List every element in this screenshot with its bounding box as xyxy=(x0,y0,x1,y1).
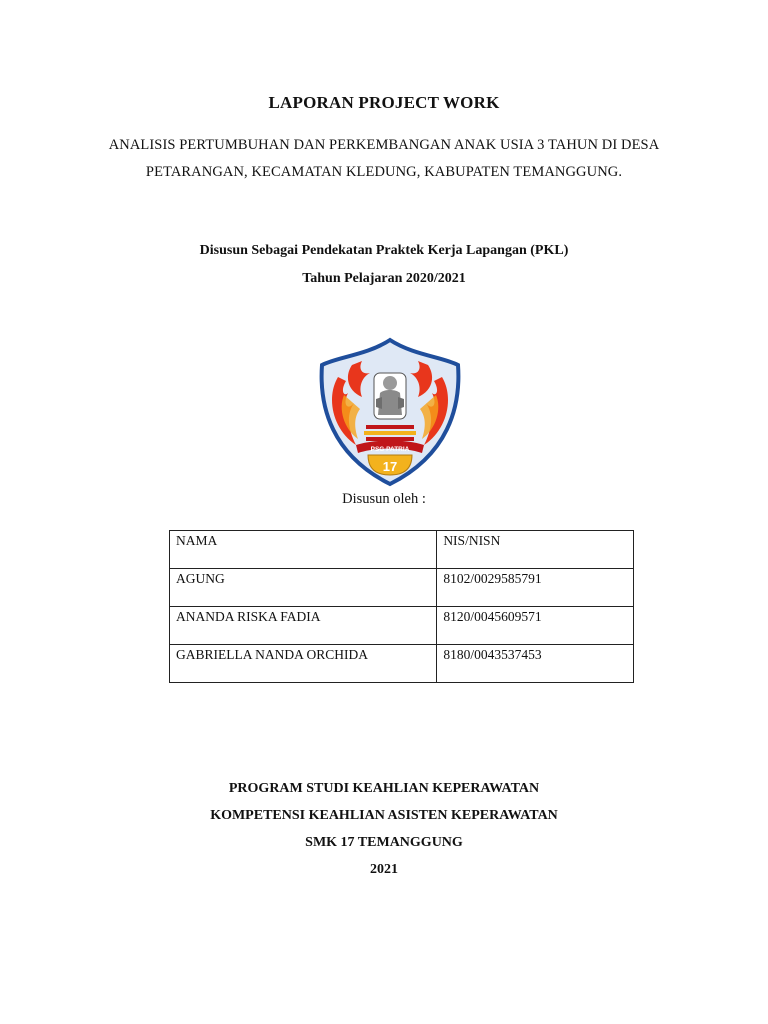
ribbon-label: PSG PATRIA xyxy=(370,446,410,453)
header-name: NAMA xyxy=(170,531,437,569)
competency-label: KOMPETENSI KEAHLIAN ASISTEN KEPERAWATAN xyxy=(210,808,558,823)
crest-number: 17 xyxy=(382,459,398,474)
table-row xyxy=(170,645,634,683)
table-row xyxy=(170,607,634,645)
report-year: 2021 xyxy=(370,862,398,877)
table-row xyxy=(170,569,634,607)
member-nis: 8120/0045609571 xyxy=(437,607,634,645)
member-nis: 8102/0029585791 xyxy=(437,569,634,607)
report-subtitle-line-1: ANALISIS PERTUMBUHAN DAN PERKEMBANGAN ANAK USIA 3 TAHUN DI DESA xyxy=(108,137,660,153)
member-name: ANANDA RISKA FADIA xyxy=(170,607,437,645)
member-name: GABRIELLA NANDA ORCHIDA xyxy=(170,645,437,683)
table-header-row xyxy=(170,531,634,569)
purpose-line-2: Tahun Pelajaran 2020/2021 xyxy=(302,271,466,286)
purpose-line-1: Disusun Sebagai Pendekatan Praktek Kerja Lapangan (PKL) xyxy=(199,243,569,258)
school-name: SMK 17 TEMANGGUNG xyxy=(305,835,463,850)
school-crest-icon xyxy=(318,337,462,487)
compiled-by-label: Disusun oleh : xyxy=(342,491,426,507)
member-nis: 8180/0043537453 xyxy=(437,645,634,683)
members-table xyxy=(169,530,634,683)
member-name: AGUNG xyxy=(170,569,437,607)
report-title: LAPORAN PROJECT WORK xyxy=(268,93,500,112)
program-study-label: PROGRAM STUDI KEAHLIAN KEPERAWATAN xyxy=(228,781,540,796)
header-nis: NIS/NISN xyxy=(437,531,634,569)
report-subtitle-line-2: PETARANGAN, KECAMATAN KLEDUNG, KABUPATEN TEMANGGUNG. xyxy=(145,164,623,180)
